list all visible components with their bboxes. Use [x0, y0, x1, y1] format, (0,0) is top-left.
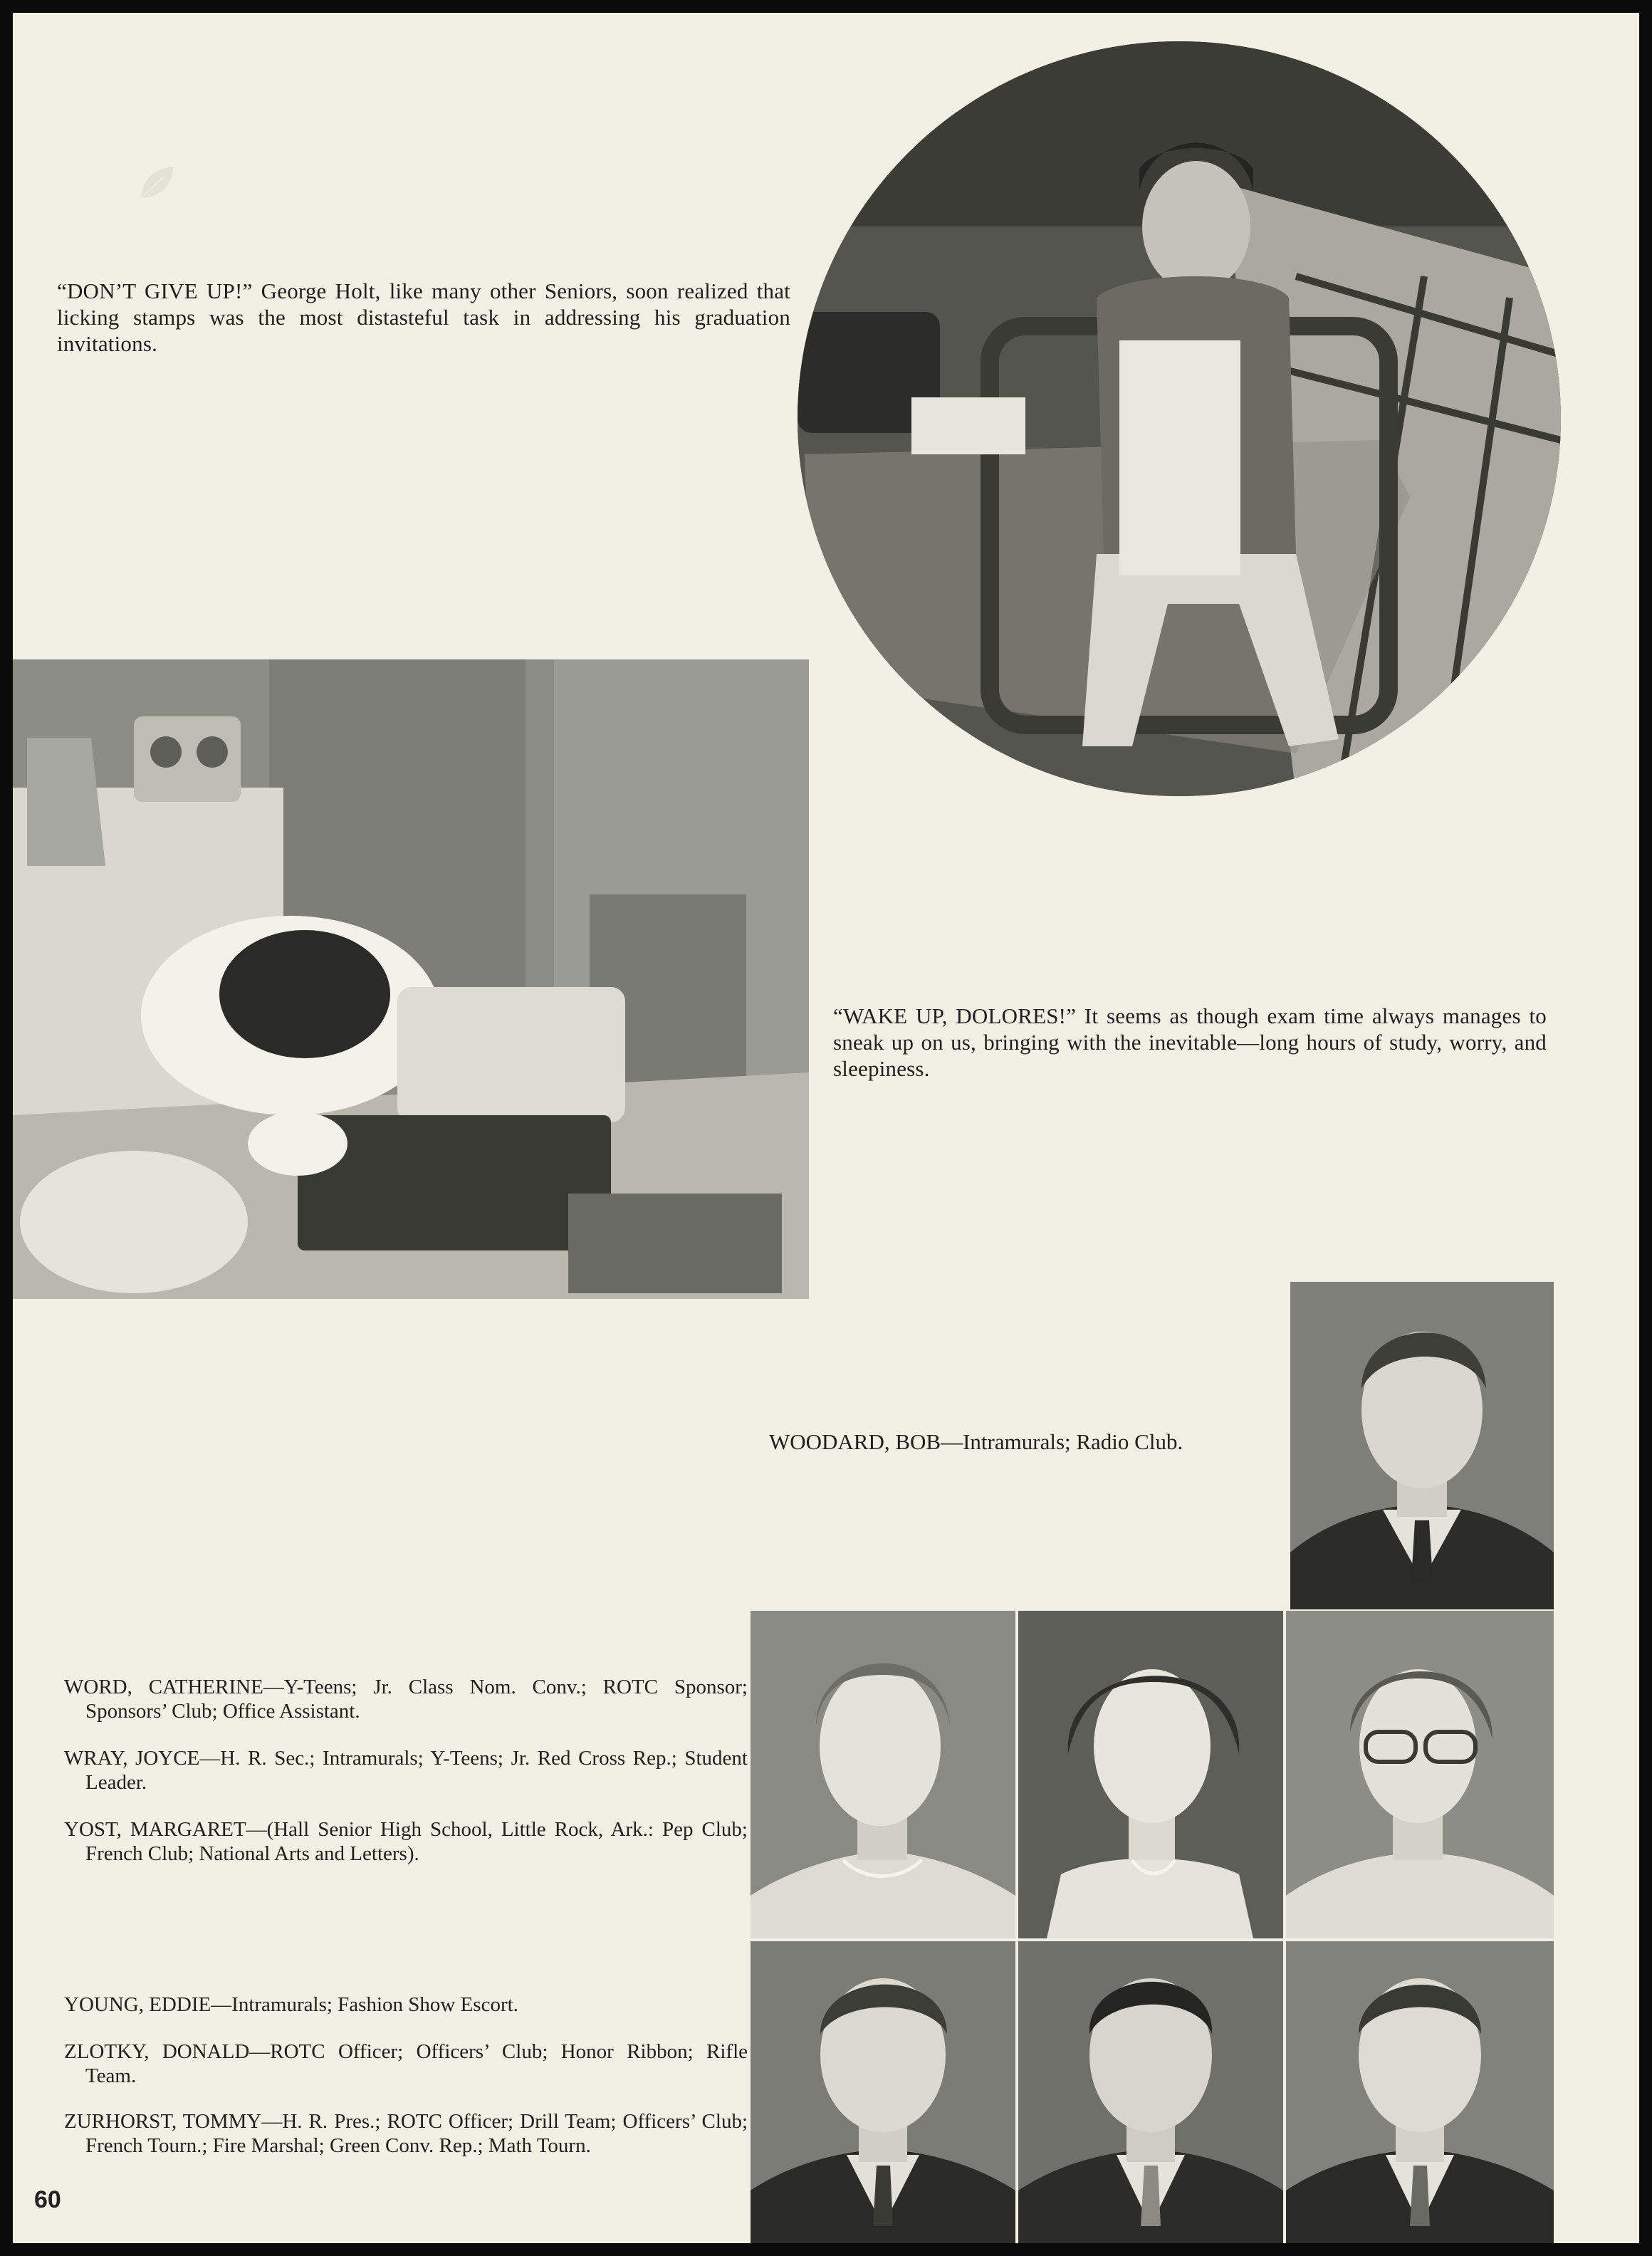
portrait-word	[751, 1611, 1015, 1938]
portrait-yost	[1286, 1611, 1554, 1938]
portrait-young-art	[751, 1941, 1015, 2243]
senior-entry-zurhorst: ZURHORST, TOMMY—H. R. Pres.; ROTC Officer; Drill Team; Officers’ Club; French Tourn.; Fire Marshal; Green Conv. Rep.; Math Tourn.	[64, 2110, 748, 2157]
portrait-young	[751, 1941, 1015, 2243]
dolores-photo	[13, 659, 809, 1299]
holt-caption-text: “DON’T GIVE UP!” George Holt, like many other Seniors, soon realized that licking stamps was the most distasteful task in addressing his graduation invitations.	[57, 278, 790, 356]
portrait-zlotky	[1018, 1941, 1283, 2243]
holt-photo-art	[798, 41, 1561, 796]
holt-photo	[798, 41, 1561, 796]
portrait-yost-art	[1286, 1611, 1554, 1938]
portrait-zlotky-art	[1018, 1941, 1283, 2243]
dolores-caption	[833, 1003, 1547, 1082]
page-number: 60	[34, 2186, 61, 2213]
portrait-word-art	[751, 1611, 1015, 1938]
senior-entry-word: WORD, CATHERINE—Y-Teens; Jr. Class Nom. Conv.; ROTC Sponsor; Sponsors’ Club; Office Assistant.	[64, 1676, 748, 1723]
senior-entry-young: YOUNG, EDDIE—Intramurals; Fashion Show Escort.	[64, 1993, 518, 2016]
portrait-wray	[1018, 1611, 1283, 1938]
dolores-caption-text: “WAKE UP, DOLORES!” It seems as though exam time always manages to sneak up on us, bringing with the inevitable—long hours of study, worry, and sleepiness.	[833, 1003, 1547, 1081]
senior-entry-wray: WRAY, JOYCE—H. R. Sec.; Intramurals; Y-Teens; Jr. Red Cross Rep.; Student Leader.	[64, 1747, 748, 1794]
portrait-zurhorst	[1286, 1941, 1554, 2243]
portrait-wray-art	[1018, 1611, 1283, 1938]
senior-entry-woodard: WOODARD, BOB—Intramurals; Radio Club.	[769, 1429, 1183, 1454]
portrait-woodard-art	[1290, 1282, 1554, 1609]
portrait-zurhorst-art	[1286, 1941, 1554, 2243]
paper	[13, 13, 1639, 2243]
dolores-photo-art	[13, 659, 809, 1299]
holt-caption	[57, 278, 790, 357]
portrait-woodard	[1290, 1282, 1554, 1609]
leaf-mark	[135, 162, 178, 205]
senior-entry-zlotky: ZLOTKY, DONALD—ROTC Officer; Officers’ Club; Honor Ribbon; Rifle Team.	[64, 2040, 748, 2087]
senior-entry-yost: YOST, MARGARET—(Hall Senior High School, Little Rock, Ark.: Pep Club; French Club; National Arts and Letters).	[64, 1818, 748, 1865]
